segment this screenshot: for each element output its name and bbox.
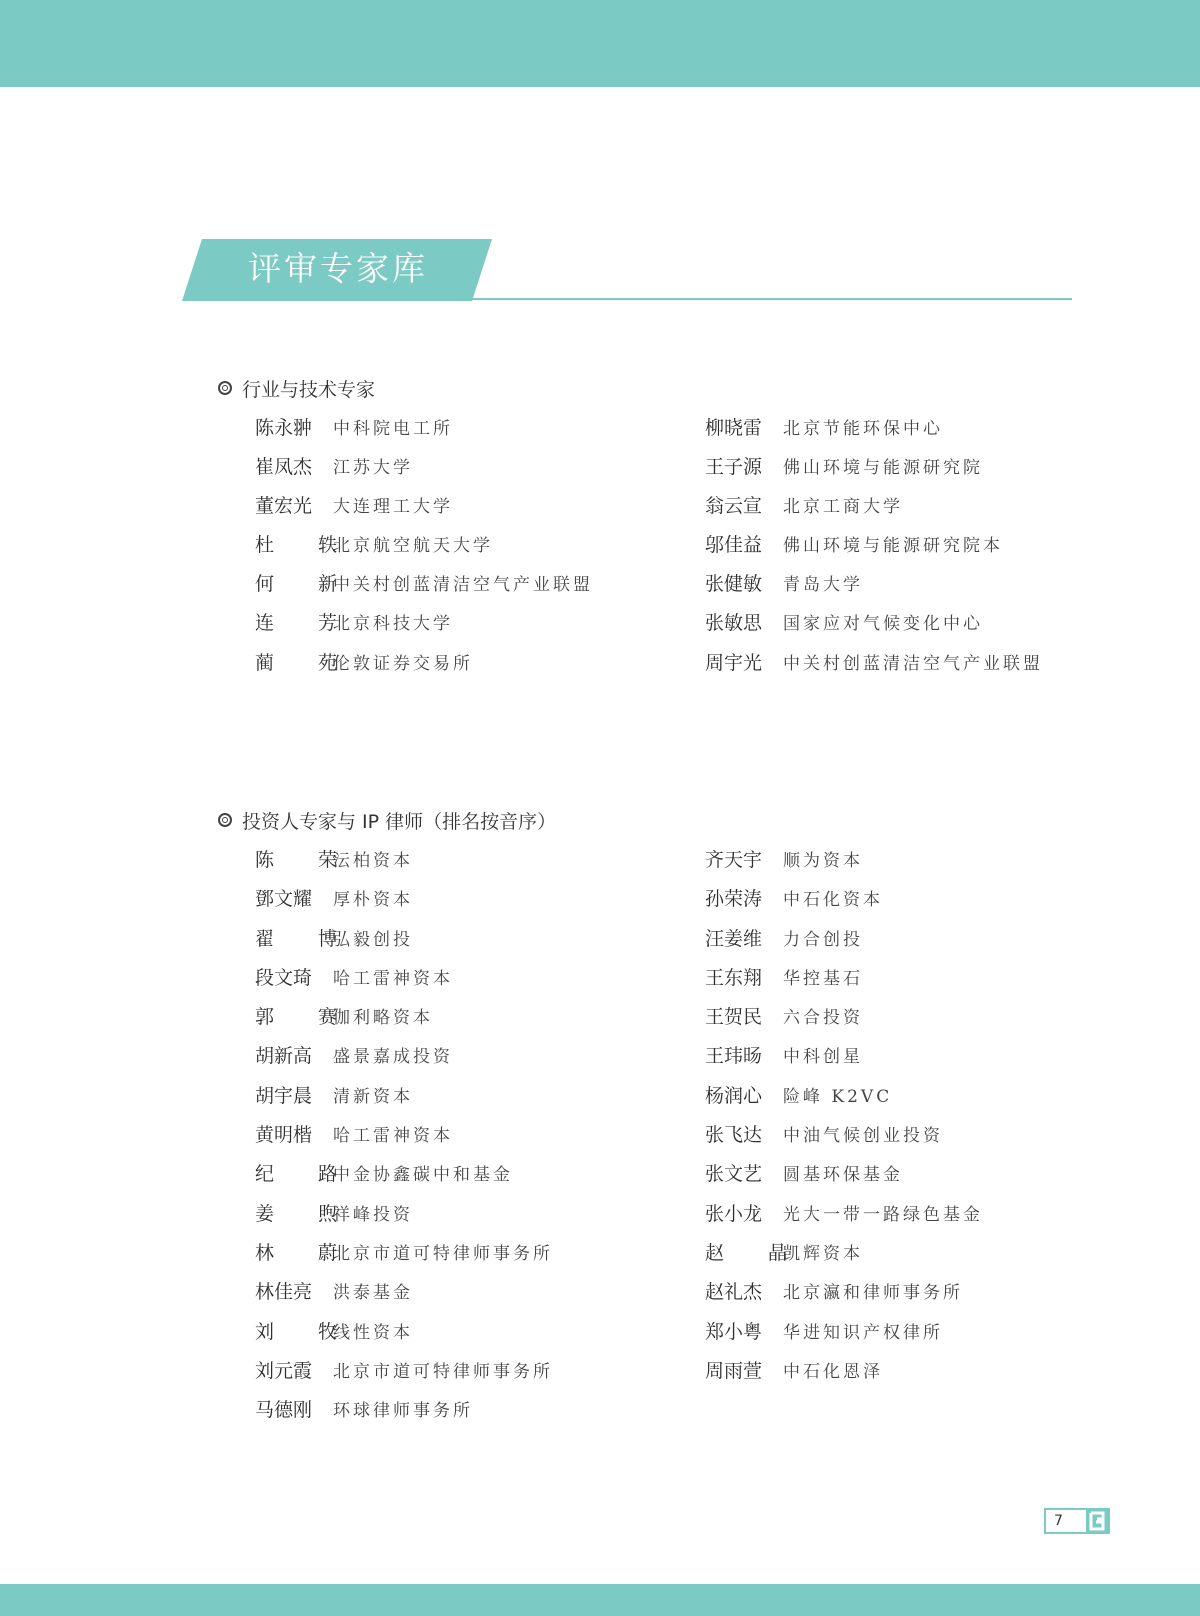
expert-organization: 沄柏资本 — [333, 851, 413, 871]
expert-name: 蔺 苑 — [255, 651, 357, 674]
list-item — [255, 569, 685, 608]
expert-name: 孙荣涛 — [705, 888, 763, 911]
expert-organization: 中关村创蓝清洁空气产业联盟 — [783, 653, 1043, 674]
expert-organization: 力合创投 — [783, 929, 863, 950]
expert-organization: 中关村创蓝清洁空气产业联盟 — [333, 575, 593, 596]
list-item — [255, 1356, 685, 1395]
expert-name: 崔凤杰 — [255, 456, 313, 479]
expert-organization: 江苏大学 — [333, 458, 413, 479]
page-title-block — [182, 239, 1074, 303]
expert-organization: 中科创星 — [783, 1047, 863, 1068]
list-item — [255, 413, 685, 452]
expert-name: 林 蔚 — [255, 1241, 357, 1264]
expert-organization: 中金协鑫碳中和基金 — [333, 1165, 513, 1186]
expert-organization: 弘毅创投 — [333, 929, 413, 950]
page-number: 7 — [1044, 1508, 1094, 1534]
expert-name: 林佳亮 — [255, 1281, 313, 1304]
list-item — [705, 530, 1135, 569]
expert-name: 张小龙 — [705, 1202, 763, 1225]
list-item — [255, 1317, 685, 1356]
list-item — [705, 1002, 1135, 1041]
expert-organization: 北京航空航天大学 — [333, 536, 493, 557]
expert-organization: 险峰 K2VC — [783, 1086, 893, 1107]
expert-name: 赵礼杰 — [705, 1281, 763, 1304]
expert-name: 杜 轶 — [255, 534, 357, 557]
expert-organization: 哈工雷神资本 — [333, 1126, 453, 1147]
expert-organization: 哈工雷神资本 — [333, 968, 453, 989]
expert-name: 翟 博 — [255, 927, 357, 950]
list-item — [255, 963, 685, 1002]
list-item — [705, 1120, 1135, 1159]
expert-organization: 中油气候创业投资 — [783, 1126, 943, 1147]
list-item — [705, 569, 1135, 608]
expert-name: 陈永翀 — [255, 417, 313, 439]
expert-organization: 国家应对气候变化中心 — [783, 614, 983, 635]
expert-organization: 中科院电工所 — [333, 419, 453, 439]
expert-name: 邬佳益 — [705, 534, 763, 557]
list-item — [255, 924, 685, 963]
expert-name: 张飞达 — [705, 1124, 763, 1147]
expert-name: 齐天宇 — [705, 849, 763, 871]
title-underline — [472, 298, 1072, 300]
expert-organization: 华进知识产权律所 — [783, 1322, 943, 1343]
list-item — [705, 413, 1135, 452]
expert-name: 陈 荣 — [255, 849, 357, 871]
expert-name: 鄧文耀 — [255, 888, 313, 911]
list-item — [255, 530, 685, 569]
expert-name: 刘 牧 — [255, 1320, 357, 1343]
expert-list-left — [255, 413, 685, 687]
expert-organization: 大连理工大学 — [333, 497, 453, 518]
section-heading-text: 投资人专家与 IP 律师（排名按音序） — [242, 811, 557, 833]
list-item — [255, 491, 685, 530]
list-item — [255, 1081, 685, 1120]
expert-organization: 佛山环境与能源研究院本 — [783, 536, 1003, 557]
list-item — [705, 608, 1135, 647]
expert-name: 杨润心 — [705, 1084, 763, 1107]
expert-organization: 洪泰基金 — [333, 1283, 413, 1304]
list-item — [705, 1159, 1135, 1198]
expert-organization: 华控基石 — [783, 968, 863, 989]
expert-organization: 光大一带一路绿色基金 — [783, 1204, 983, 1225]
list-item — [705, 452, 1135, 491]
expert-organization: 清新资本 — [333, 1086, 413, 1107]
list-item — [255, 608, 685, 647]
list-item — [705, 1199, 1135, 1238]
list-item — [705, 1277, 1135, 1316]
expert-organization: 圆基环保基金 — [783, 1165, 903, 1186]
expert-name: 王东翔 — [705, 966, 763, 989]
footer-band — [0, 1584, 1200, 1616]
expert-organization: 北京科技大学 — [333, 614, 453, 635]
list-item — [255, 1238, 685, 1277]
expert-name: 赵 晶 — [705, 1241, 807, 1264]
expert-name: 张文艺 — [705, 1163, 763, 1186]
expert-name: 连 芳 — [255, 612, 357, 635]
expert-organization: 北京节能环保中心 — [783, 419, 943, 439]
expert-name: 柳晓雷 — [705, 417, 763, 439]
expert-name: 胡宇晨 — [255, 1084, 313, 1107]
expert-organization: 祥峰投资 — [333, 1204, 413, 1225]
page-title: 评审专家库 — [248, 249, 428, 288]
section-heading-investors — [218, 809, 556, 835]
expert-name: 翁云宣 — [705, 495, 763, 518]
list-item — [705, 491, 1135, 530]
list-item — [255, 1041, 685, 1080]
list-item — [705, 1238, 1135, 1277]
expert-name: 汪姜维 — [705, 927, 763, 950]
list-item — [705, 1356, 1135, 1395]
expert-organization: 厚朴资本 — [333, 890, 413, 911]
expert-organization: 青岛大学 — [783, 575, 863, 596]
expert-organization: 伦敦证券交易所 — [333, 653, 473, 674]
list-item — [255, 1395, 685, 1434]
expert-name: 周宇光 — [705, 651, 763, 674]
expert-organization: 北京瀛和律师事务所 — [783, 1283, 963, 1304]
list-item — [255, 648, 685, 687]
list-item — [255, 452, 685, 491]
expert-organization: 佛山环境与能源研究院 — [783, 458, 983, 479]
list-item — [705, 1317, 1135, 1356]
list-item — [255, 1199, 685, 1238]
expert-name: 何 新 — [255, 573, 357, 596]
expert-name: 姜 煦 — [255, 1202, 357, 1225]
circle-bullet-icon — [218, 813, 232, 827]
expert-name: 董宏光 — [255, 495, 313, 518]
expert-name: 王贺民 — [705, 1006, 763, 1029]
expert-name: 纪 路 — [255, 1163, 357, 1186]
expert-organization: 中石化恩泽 — [783, 1361, 883, 1382]
expert-organization: 顺为资本 — [783, 851, 863, 871]
expert-name: 刘元霞 — [255, 1359, 313, 1382]
investor-list-right — [705, 845, 1135, 1395]
expert-organization: 凯辉资本 — [783, 1243, 863, 1264]
header-band — [0, 0, 1200, 87]
expert-organization: 中石化资本 — [783, 890, 883, 911]
investor-list-left — [255, 845, 685, 1434]
expert-name: 周雨萱 — [705, 1359, 763, 1382]
list-item — [705, 963, 1135, 1002]
list-item — [705, 1081, 1135, 1120]
expert-name: 郭 赛 — [255, 1006, 357, 1029]
list-item — [705, 845, 1135, 884]
expert-name: 黄明楷 — [255, 1124, 313, 1147]
expert-name: 王玮旸 — [705, 1045, 763, 1068]
list-item — [255, 1120, 685, 1159]
expert-organization: 北京市道可特律师事务所 — [333, 1361, 553, 1382]
expert-name: 王子源 — [705, 456, 763, 479]
expert-name: 马德刚 — [255, 1399, 313, 1422]
expert-organization: 线性资本 — [333, 1322, 413, 1343]
expert-organization: 盛景嘉成投资 — [333, 1047, 453, 1068]
list-item — [255, 884, 685, 923]
expert-list-right — [705, 413, 1135, 687]
expert-organization: 环球律师事务所 — [333, 1401, 473, 1422]
brand-logo-icon — [1086, 1508, 1110, 1534]
expert-name: 张敏思 — [705, 612, 763, 635]
list-item — [705, 648, 1135, 687]
expert-organization: 伽利略资本 — [333, 1008, 433, 1029]
section-heading-industry — [218, 377, 375, 403]
list-item — [705, 1041, 1135, 1080]
expert-organization: 北京市道可特律师事务所 — [333, 1243, 553, 1264]
circle-bullet-icon — [218, 381, 232, 395]
list-item — [255, 1159, 685, 1198]
expert-name: 张健敏 — [705, 573, 763, 596]
list-item — [255, 1277, 685, 1316]
expert-name: 段文琦 — [255, 966, 313, 989]
expert-organization: 六合投资 — [783, 1008, 863, 1029]
expert-organization: 北京工商大学 — [783, 497, 903, 518]
page-number-badge — [1044, 1508, 1108, 1534]
list-item — [255, 1002, 685, 1041]
expert-name: 郑小粤 — [705, 1320, 763, 1343]
list-item — [705, 884, 1135, 923]
section-heading-text: 行业与技术专家 — [242, 379, 376, 401]
list-item — [705, 924, 1135, 963]
list-item — [255, 845, 685, 884]
expert-name: 胡新高 — [255, 1045, 313, 1068]
